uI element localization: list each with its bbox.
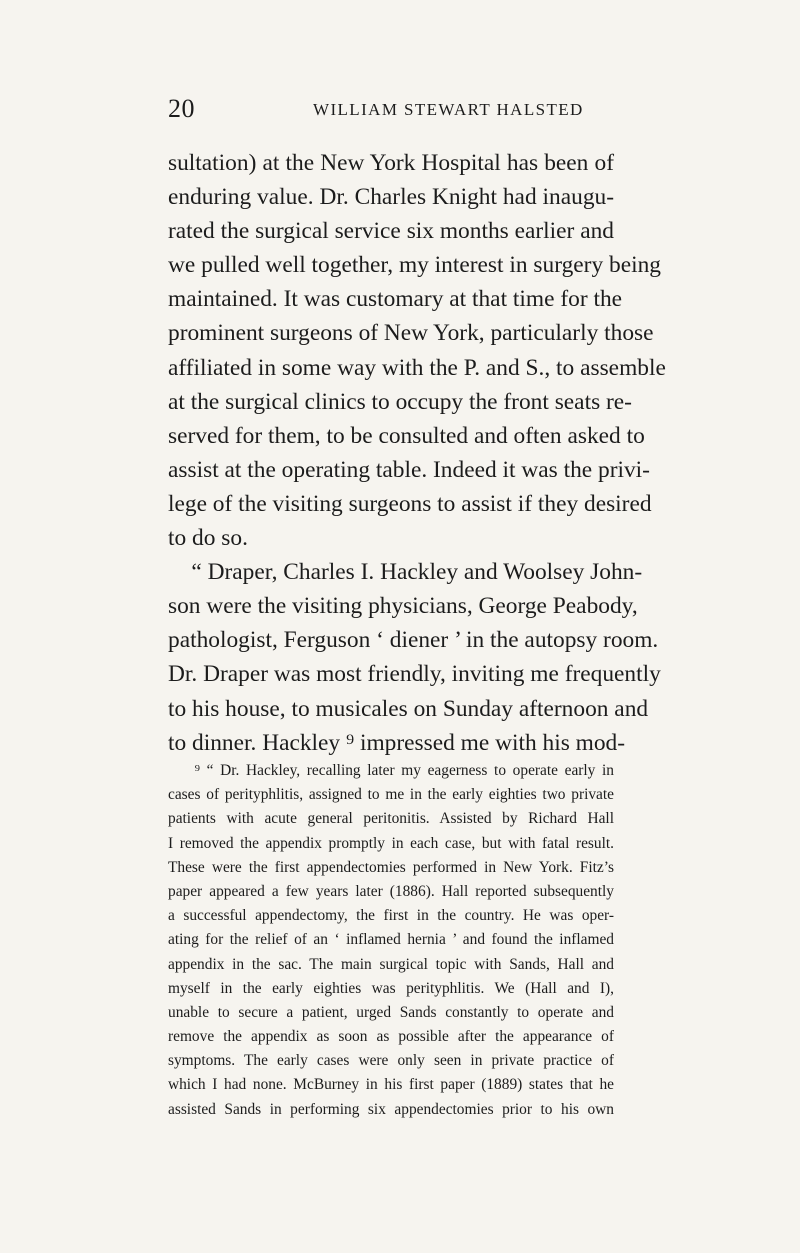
footnote-line: which I had none. McBurney in his first paper (1889) states that he <box>168 1076 614 1094</box>
body-line: we pulled well together, my interest in surgery being <box>168 252 661 279</box>
footnote-line: unable to secure a patient, urged Sands constantly to operate and <box>168 1003 614 1021</box>
body-line: to do so. <box>168 525 248 552</box>
body-line: maintained. It was customary at that time for the <box>168 286 623 313</box>
body-line: enduring value. Dr. Charles Knight had inaugu- <box>168 184 614 211</box>
body-text <box>168 146 666 760</box>
body-line: sultation) at the New York Hospital has been of <box>168 150 614 176</box>
page-number: 20 <box>168 94 195 123</box>
body-line: rated the surgical service six months earlier and <box>168 218 614 245</box>
footnote-line: cases of perityphlitis, assigned to me in the early eighties two private <box>168 786 614 804</box>
footnote-line: myself in the early eighties was perityphlitis. We (Hall and I), <box>168 979 614 997</box>
body-line: “ Draper, Charles I. Hackley and Woolsey John- <box>168 559 643 586</box>
footnote-line: ating for the relief of an ‘ inflamed hernia ’ and found the inflamed <box>168 931 614 949</box>
footnote-line: assisted Sands in performing six appendectomies prior to his own <box>168 1100 614 1118</box>
body-line: son were the visiting physicians, George Peabody, <box>168 593 638 620</box>
footnote-line: appendix in the sac. The main surgical topic with Sands, Hall and <box>168 955 614 973</box>
footnote-line: paper appeared a few years later (1886). Hall reported subsequently <box>168 882 614 900</box>
body-line: to dinner. Hackley ⁹ impressed me with his mod- <box>168 729 626 756</box>
running-head <box>168 93 608 125</box>
body-line: assist at the operating table. Indeed it was the privi- <box>168 456 650 483</box>
body-line: Dr. Draper was most friendly, inviting me frequently <box>168 661 661 688</box>
body-line: served for them, to be consulted and often asked to <box>168 422 645 449</box>
body-line: at the surgical clinics to occupy the front seats re- <box>168 388 632 415</box>
footnote <box>168 759 614 1122</box>
body-line: to his house, to musicales on Sunday afternoon and <box>168 695 649 722</box>
body-line: affiliated in some way with the P. and S., to assemble <box>168 354 666 381</box>
body-line: lege of the visiting surgeons to assist if they desired <box>168 490 652 517</box>
body-line: prominent surgeons of New York, particularly those <box>168 320 654 347</box>
footnote-line: remove the appendix as soon as possible after the appearance of <box>168 1028 614 1046</box>
footnote-line: These were the first appendectomies performed in New York. Fitz’s <box>168 858 614 876</box>
footnote-line: symptoms. The early cases were only seen in private practice of <box>168 1052 614 1070</box>
footnote-line: a successful appendectomy, the first in the country. He was oper- <box>168 907 614 925</box>
footnote-line: ⁹ “ Dr. Hackley, recalling later my eagerness to operate early in <box>168 762 614 779</box>
footnote-line: patients with acute general peritonitis. Assisted by Richard Hall <box>168 810 614 828</box>
footnote-line: I removed the appendix promptly in each case, but with fatal result. <box>168 834 614 852</box>
running-title: WILLIAM STEWART HALSTED <box>313 100 584 119</box>
body-line: pathologist, Ferguson ‘ diener ’ in the autopsy room. <box>168 627 659 654</box>
